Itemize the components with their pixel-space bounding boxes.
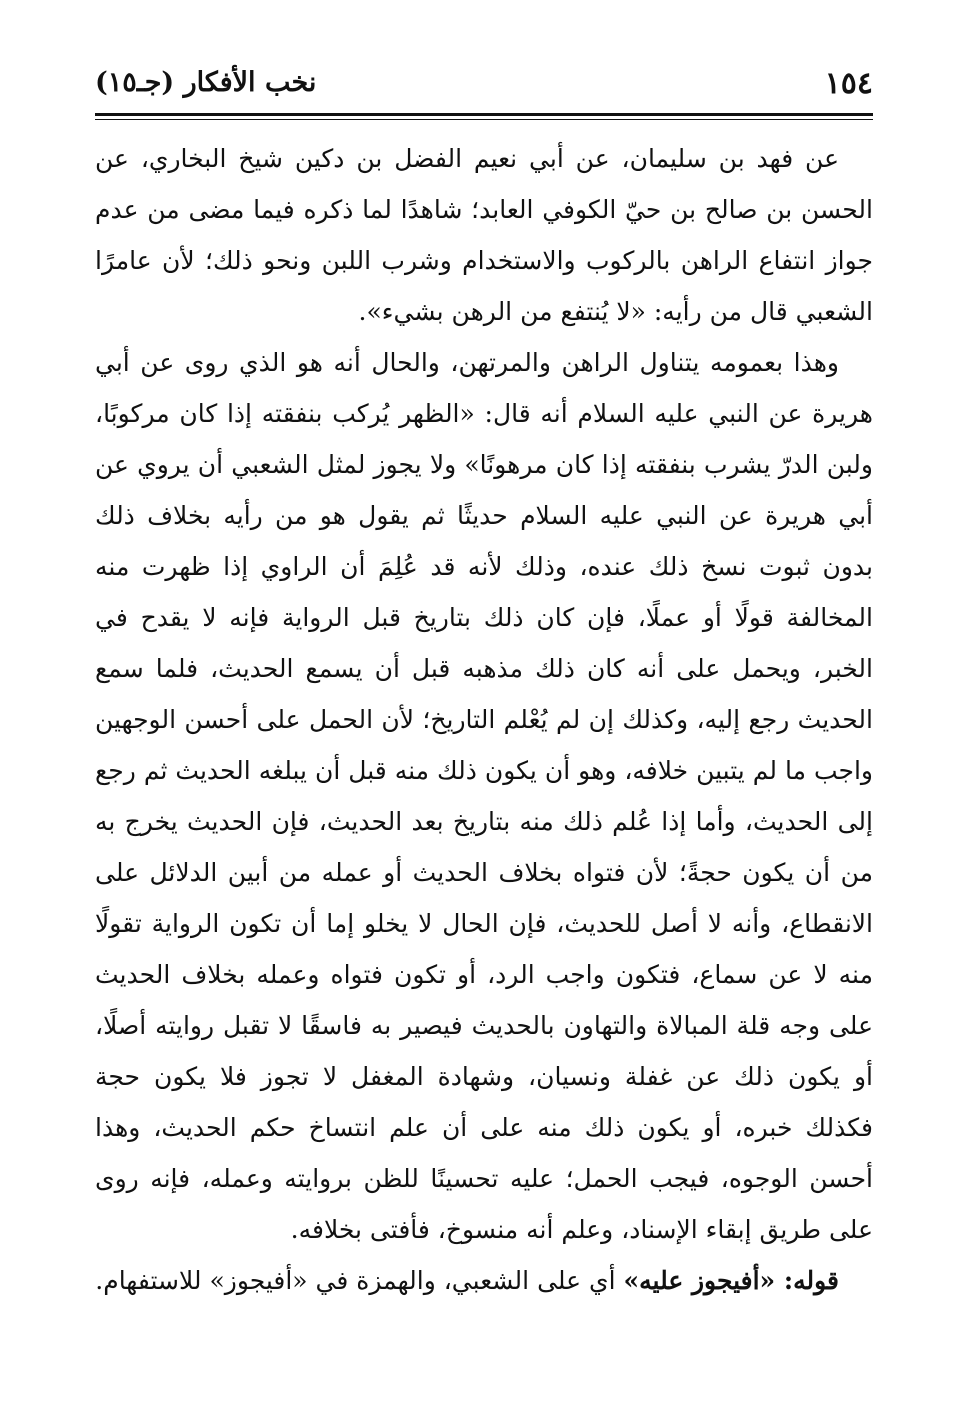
final-note-lead: قوله: «أفيجوز عليه» [623,1266,839,1295]
final-note [95,1255,873,1306]
running-title: نخب الأفكار (جـ١٥) [95,67,317,98]
main-text [95,133,873,1306]
page-header [95,55,873,115]
header-rule-thick [95,113,873,116]
final-note-text: أي على الشعبي، والهمزة في «أفيجوز» للاستفهام. [95,1266,624,1295]
page-number: ١٥٤ [824,66,873,101]
paragraph-1: عن فهد بن سليمان، عن أبي نعيم الفضل بن دكين شيخ البخاري، عن الحسن بن صالح بن حيّ الكوفي العابد؛ شاهدًا لما ذكره فيما مضى من عدم جواز انتفاع الراهن بالركوب والاستخدام وشرب اللبن ونحو ذلك؛ لأن عامرًا الشعبي قال من رأيه: «لا يُنتفع من الرهن بشيء». [95,144,873,326]
header-rule-thin [95,119,873,120]
paragraph-2: وهذا بعمومه يتناول الراهن والمرتهن، والحال أنه هو الذي روى عن أبي هريرة عن النبي عليه السلام أنه قال: «الظهر يُركب بنفقته إذا كان مركوبًا، ولبن الدرّ يشرب بنفقته إذا كان مرهونًا» ولا يجوز لمثل الشعبي أن يروي عن أبي هريرة عن النبي عليه السلام حديثًا ثم يقول هو من رأيه بخلاف ذلك بدون ثبوت نسخ ذلك عنده، وذلك لأنه قد عُلِمَ أن الراوي إذا ظهرت منه المخالفة قولًا أو عملًا، فإن كان ذلك بتاريخ قبل الرواية فإنه لا يقدح في الخبر، ويحمل على أنه كان ذلك مذهبه قبل أن يسمع الحديث، فلما سمع الحديث رجع إليه، وكذلك إن لم يُعْلم التاريخ؛ لأن الحمل على أحسن الوجهين واجب ما لم يتبين خلافه، وهو أن يكون ذلك منه قبل أن يبلغه الحديث ثم رجع إلى الحديث، وأما إذا عُلم ذلك منه بتاريخ بعد الحديث، فإن الحديث يخرج به من أن يكون حجةً؛ لأن فتواه بخلاف الحديث أو عمله من أبين الدلائل على الانقطاع، وأنه لا أصل للحديث، فإن الحال لا يخلو إما أن تكون الرواية تقولًا منه لا عن سماع، فتكون واجب الرد، أو تكون فتواه وعمله بخلاف الحديث على وجه قلة المبالاة والتهاون بالحديث فيصير به فاسقًا لا تقبل روايته أصلًا، أو يكون ذلك عن غفلة ونسيان، وشهادة المغفل لا تجوز فلا يكون حجة فكذلك خبره، أو يكون ذلك منه على أن علم انتساخ حكم الحديث، وهذا أحسن الوجوه، فيجب الحمل؛ عليه تحسينًا للظن بروايته وعمله، فإنه روى على طريق إبقاء الإسناد، وعلم أنه منسوخ، فأفتى بخلافه. [95,348,873,1244]
